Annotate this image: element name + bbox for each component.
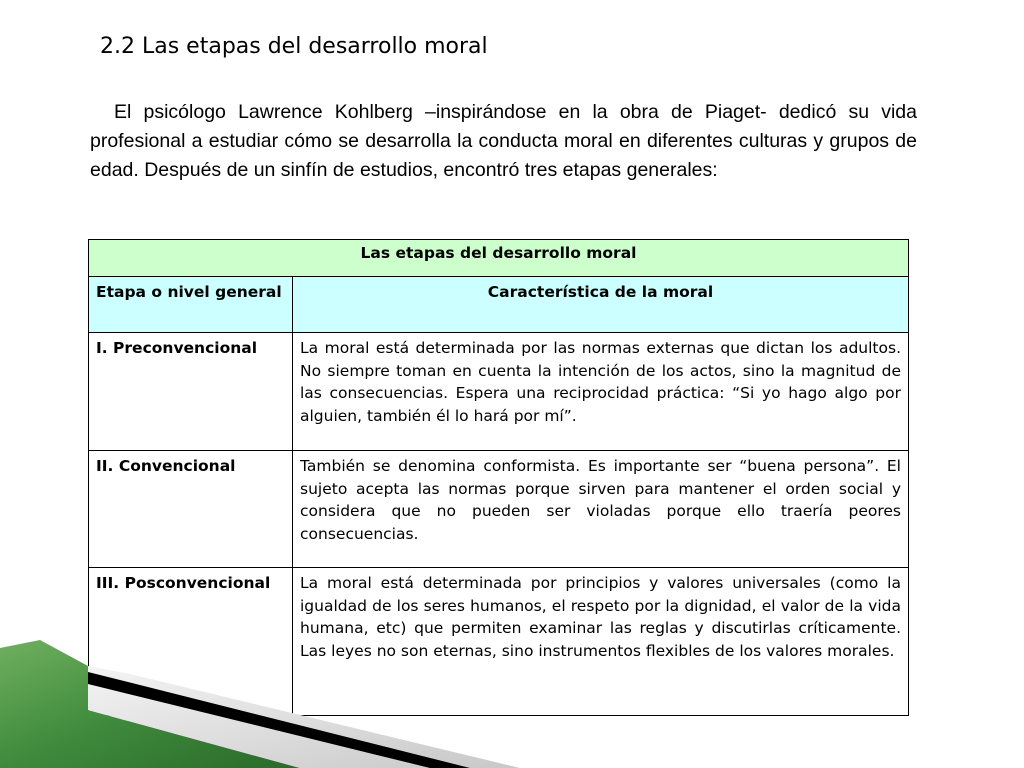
intro-paragraph: El psicólogo Lawrence Kohlberg –inspirándose en la obra de Piaget- dedicó su vida profesional a estudiar cómo se desarrolla la conducta moral en diferentes culturas y grupos de edad. Después de un sinfín de estudios, encontró tres etapas generales: xyxy=(90,101,917,181)
header-stage: Etapa o nivel general xyxy=(89,277,293,333)
table-row xyxy=(89,451,909,568)
stage-name: I. Preconvencional xyxy=(89,333,293,451)
table-caption-row xyxy=(89,240,909,277)
header-characteristic: Característica de la moral xyxy=(293,277,909,333)
table-header-row xyxy=(89,277,909,333)
table-caption: Las etapas del desarrollo moral xyxy=(89,240,909,277)
slide-title: 2.2 Las etapas del desarrollo moral xyxy=(100,34,488,59)
stage-description: La moral está determinada por principios y valores universales (como la igualdad de los seres humanos, el respeto por la dignidad, el valor de la vida humana, etc) que permiten examinar las reglas y discutirlas críticamente. Las leyes no son eternas, sino instrumentos flexibles de los valores morales. xyxy=(293,568,909,716)
stage-name: III. Posconvencional xyxy=(89,568,293,716)
decorative-swoosh xyxy=(0,600,1024,768)
stage-description: También se denomina conformista. Es importante ser “buena persona”. El sujeto acepta las normas porque sirven para mantener el orden social y considera que no pueden ser violadas porque ello traería peores consecuencias. xyxy=(293,451,909,568)
stage-name: II. Convencional xyxy=(89,451,293,568)
stage-description: La moral está determinada por las normas externas que dictan los adultos. No siempre toman en cuenta la intención de los actos, sino la magnitud de las consecuencias. Espera una reciprocidad práctica: “Si yo hago algo por alguien, también él lo hará por mí”. xyxy=(293,333,909,451)
table-row xyxy=(89,333,909,451)
